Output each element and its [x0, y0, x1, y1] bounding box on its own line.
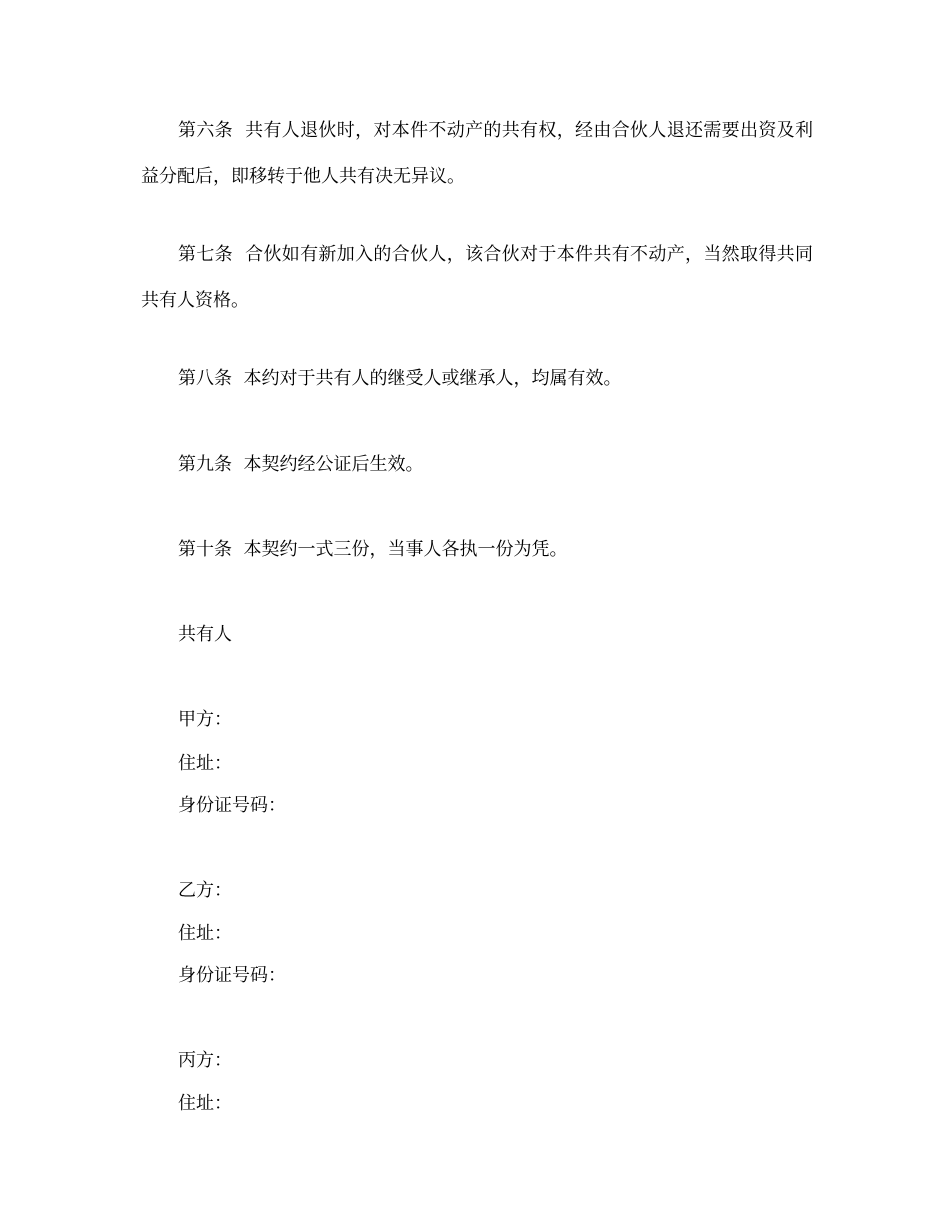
- party-b-address-label: 住址：: [178, 923, 232, 944]
- article-text: 本契约一式三份，当事人各执一份为凭。: [243, 539, 568, 560]
- party-c-address-label: 住址：: [178, 1093, 232, 1114]
- article-6: [141, 108, 813, 200]
- article-text: 本约对于共有人的继受人或继承人，均属有效。: [243, 368, 622, 389]
- article-heading: 第八条: [178, 368, 232, 389]
- party-a-name-label: 甲方：: [178, 709, 232, 730]
- article-heading: 第十条: [178, 539, 232, 560]
- party-c-name-label: 丙方：: [178, 1050, 232, 1071]
- article-heading: 第七条: [178, 244, 233, 265]
- article-7: [141, 232, 813, 324]
- article-8: [178, 370, 621, 388]
- party-b-name-label: 乙方：: [178, 880, 232, 901]
- party-a-address-label: 住址：: [178, 753, 232, 774]
- party-b-id-label: 身份证号码：: [178, 965, 286, 986]
- article-heading: 第六条: [178, 120, 233, 141]
- coowners-label: 共有人: [178, 624, 232, 645]
- article-10: [178, 541, 567, 559]
- article-text: 共有人退伙时，对本件不动产的共有权，经由合伙人退还需要出资及利益分配后，即移转于他人共有决无异议。: [141, 120, 814, 187]
- article-text: 本契约经公证后生效。: [243, 454, 424, 475]
- party-a-id-label: 身份证号码：: [178, 795, 286, 816]
- article-text: 合伙如有新加入的合伙人，该合伙对于本件共有不动产，当然取得共同共有人资格。: [141, 244, 814, 311]
- article-heading: 第九条: [178, 454, 232, 475]
- article-9: [178, 456, 423, 474]
